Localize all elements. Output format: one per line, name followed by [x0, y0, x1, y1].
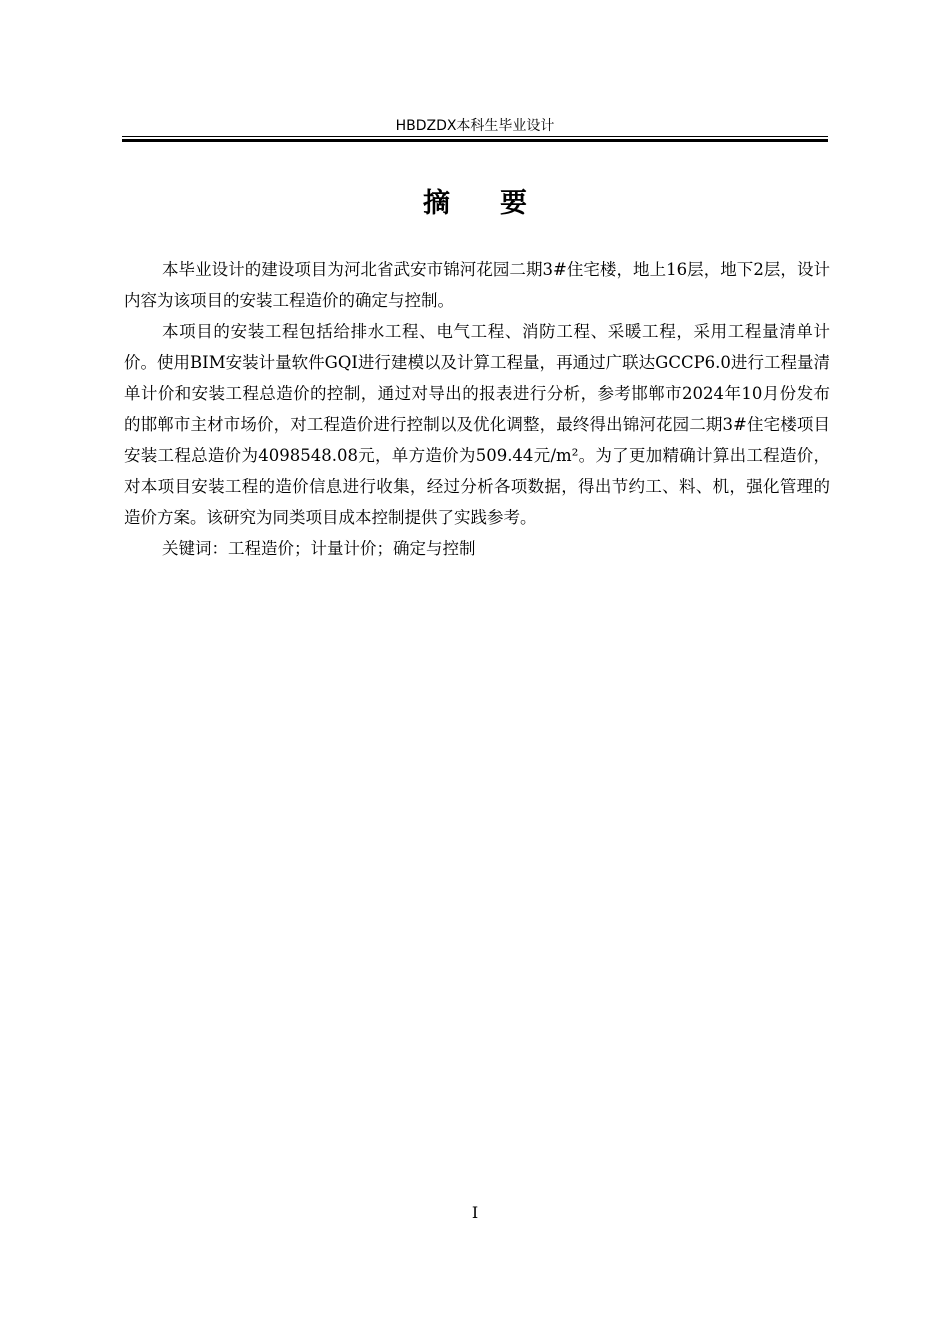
- keywords-line: 关键词：工程造价；计量计价；确定与控制: [162, 539, 476, 558]
- page-header: HBDZDX本科生毕业设计: [395, 118, 555, 134]
- abstract-title: 摘要: [423, 188, 577, 219]
- page-number: I: [471, 1203, 479, 1222]
- abstract-paragraph-1: 本毕业设计的建设项目为河北省武安市锦河花园二期3#住宅楼，地上16层，地下2层，设计内容为该项目的安装工程造价的确定与控制。: [124, 260, 830, 310]
- abstract-paragraph-2: 本项目的安装工程包括给排水工程、电气工程、消防工程、采暖工程，采用工程量清单计价。使用BIM安装计量软件GQI进行建模以及计算工程量，再通过广联达GCCP6.0进行工程量清单计价和安装工程总造价的控制，通过对导出的报表进行分析，参考邯郸市2024年10月份发布的邯郸市主材市场价，对工程造价进行控制以及优化调整，最终得出锦河花园二期3#住宅楼项目安装工程总造价为4098548.08元，单方造价为509.44元/m²。为了更加精确计算出工程造价，对本项目安装工程的造价信息进行收集，经过分析各项数据，得出节约工、料、机，强化管理的造价方案。该研究为同类项目成本控制提供了实践参考。: [124, 322, 830, 527]
- abstract-body: [124, 254, 830, 564]
- header-rule-thin: [122, 136, 828, 137]
- header-rule-thick: [122, 139, 828, 142]
